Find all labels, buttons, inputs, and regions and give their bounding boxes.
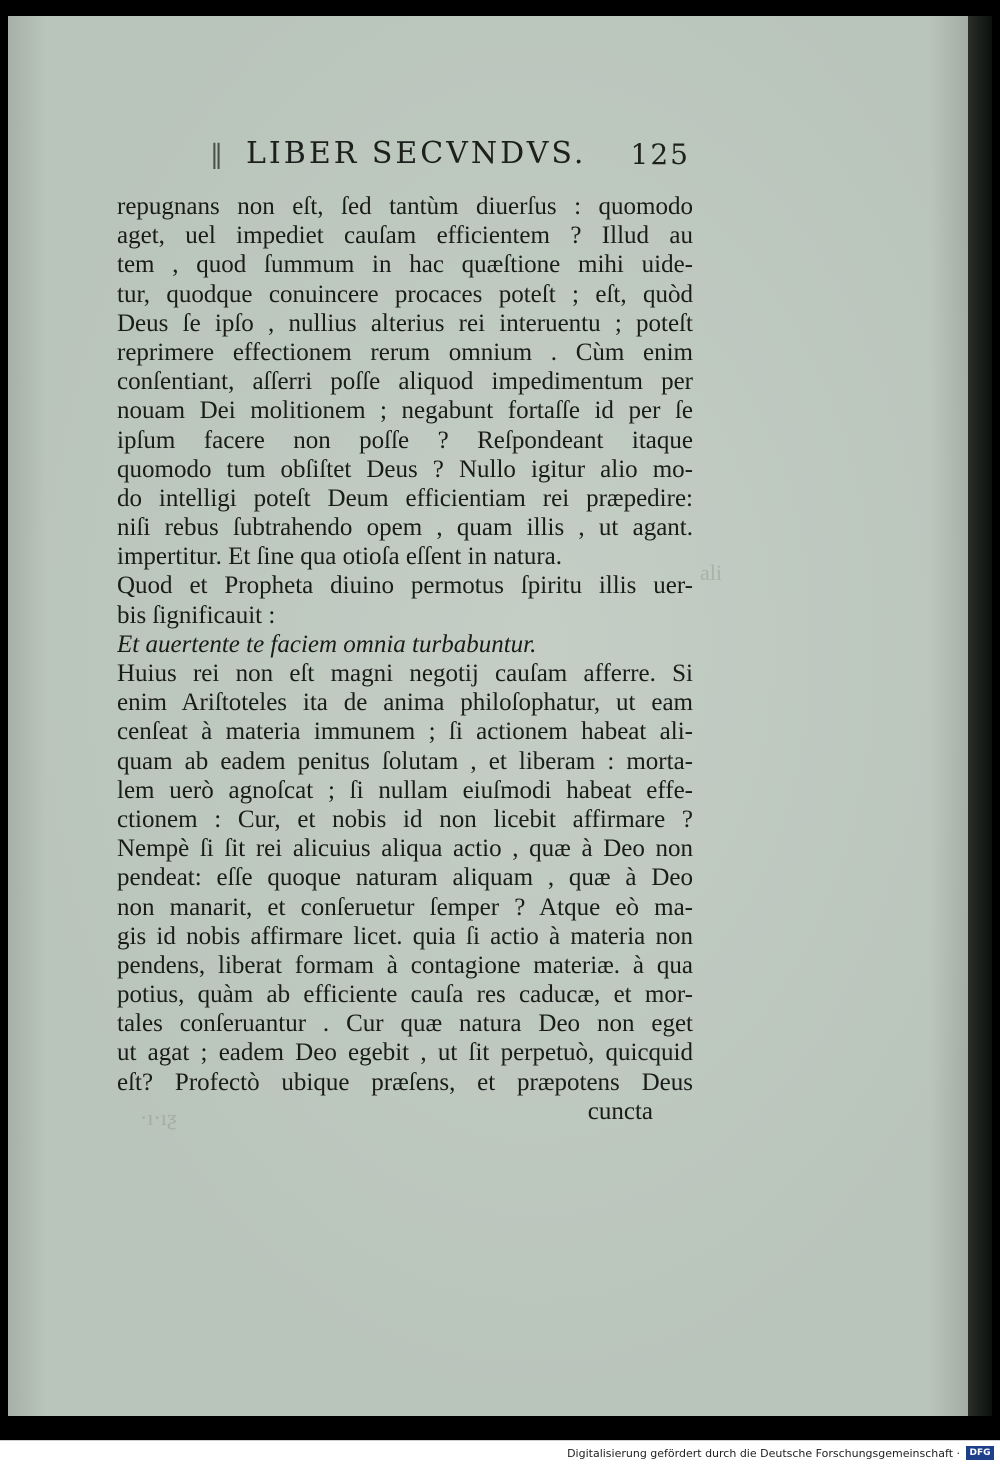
text-line: tales conſeruantur . Cur quæ natura Deo non eget	[117, 1010, 693, 1038]
text-line: quam ab eadem penitus ſolutam , et liberam : morta-	[117, 747, 693, 775]
dfg-logo: DFG	[966, 1446, 994, 1460]
text-line: nouam Dei molitionem ; negabunt fortaſſe id per ſe	[117, 397, 693, 425]
text-line: lem uerò agnoſcat ; ſi nullam eiuſmodi habeat effe-	[117, 776, 693, 804]
text-line: bis ſignificauit :	[117, 601, 276, 629]
text-line: potius, quàm ab efficiente cauſa res caducæ, et mor-	[117, 981, 693, 1009]
text-line: enim Ariſtoteles ita de anima philoſophatur, ut eam	[117, 689, 693, 717]
text-line: pendeat: eſſe quoque naturam aliquam , quæ à Deo	[117, 864, 693, 892]
text-line: ipſum facere non poſſe ? Reſpondeant itaque	[117, 426, 693, 454]
text-line: cenſeat à materia immunem ; ſi actionem habeat ali-	[117, 718, 693, 746]
text-line: Deus ſe ipſo , nullius alterius rei interuentu ; poteſt	[117, 309, 693, 337]
text-line: Et auertente te faciem omnia turbabuntur.	[117, 630, 537, 658]
running-header	[210, 130, 690, 178]
text-line: conſentiant, aſſerri poſſe aliquod impedimentum per	[117, 368, 693, 396]
funding-credit: Digitalisierung gefördert durch die Deutsche Forschungsgemeinschaft ·	[567, 1447, 960, 1460]
show-through-text: ·ı·ıƺ	[140, 1105, 177, 1130]
text-line: repugnans non eſt, ſed tantùm diuerſus : quomodo	[117, 193, 693, 220]
body-text	[117, 192, 693, 1126]
text-line: gis id nobis affirmare licet. quia ſi actio à materia non	[117, 922, 693, 950]
text-line: do intelligi poteſt Deum efficientiam rei præpedire:	[117, 484, 693, 512]
text-line: non manarit, et conſeruetur ſemper ? Atque eò ma-	[117, 893, 693, 921]
text-line: tem , quod ſummum in hac quæſtione mihi uide-	[117, 251, 693, 279]
text-line: eſt? Profectò ubique præſens, et præpotens Deus	[117, 1068, 693, 1096]
page-number: 125	[630, 138, 690, 171]
text-line: tur, quodque conuincere procaces poteſt ; eſt, quòd	[117, 280, 693, 308]
text-line: pendens, liberat formam à contagione materiæ. à qua	[117, 951, 693, 979]
text-line: Nempè ſi ſit rei alicuius aliqua actio , quæ à Deo non	[117, 835, 693, 863]
text-line: Huius rei non eſt magni negotij cauſam afferre. Si	[117, 660, 693, 687]
text-line: quomodo tum obſiſtet Deus ? Nullo igitur alio mo-	[117, 455, 693, 483]
text-line: niſi rebus ſubtrahendo opem , quam illis , ut agant.	[117, 514, 693, 542]
text-line: ut agat ; eadem Deo egebit , ut ſit perpetuò, quicquid	[117, 1039, 693, 1067]
header-mark: ‖	[210, 140, 223, 170]
catchword: cuncta	[587, 1097, 653, 1125]
text-line: impertitur. Et ſine qua otioſa eſſent in natura.	[117, 543, 563, 571]
running-title: LIBER SECVNDVS.	[246, 136, 587, 171]
text-line: ctionem : Cur, et nobis id non licebit affirmare ?	[117, 805, 693, 833]
text-line: aget, uel impediet cauſam efficientem ? Illud au	[117, 222, 693, 250]
text-line: Quod et Propheta diuino permotus ſpiritu illis uer-	[117, 572, 693, 600]
page-edge	[968, 16, 992, 1416]
text-line: reprimere effectionem rerum omnium . Cùm enim	[117, 338, 693, 366]
show-through-text: ali	[700, 560, 722, 585]
footer-bar	[0, 1440, 1000, 1468]
